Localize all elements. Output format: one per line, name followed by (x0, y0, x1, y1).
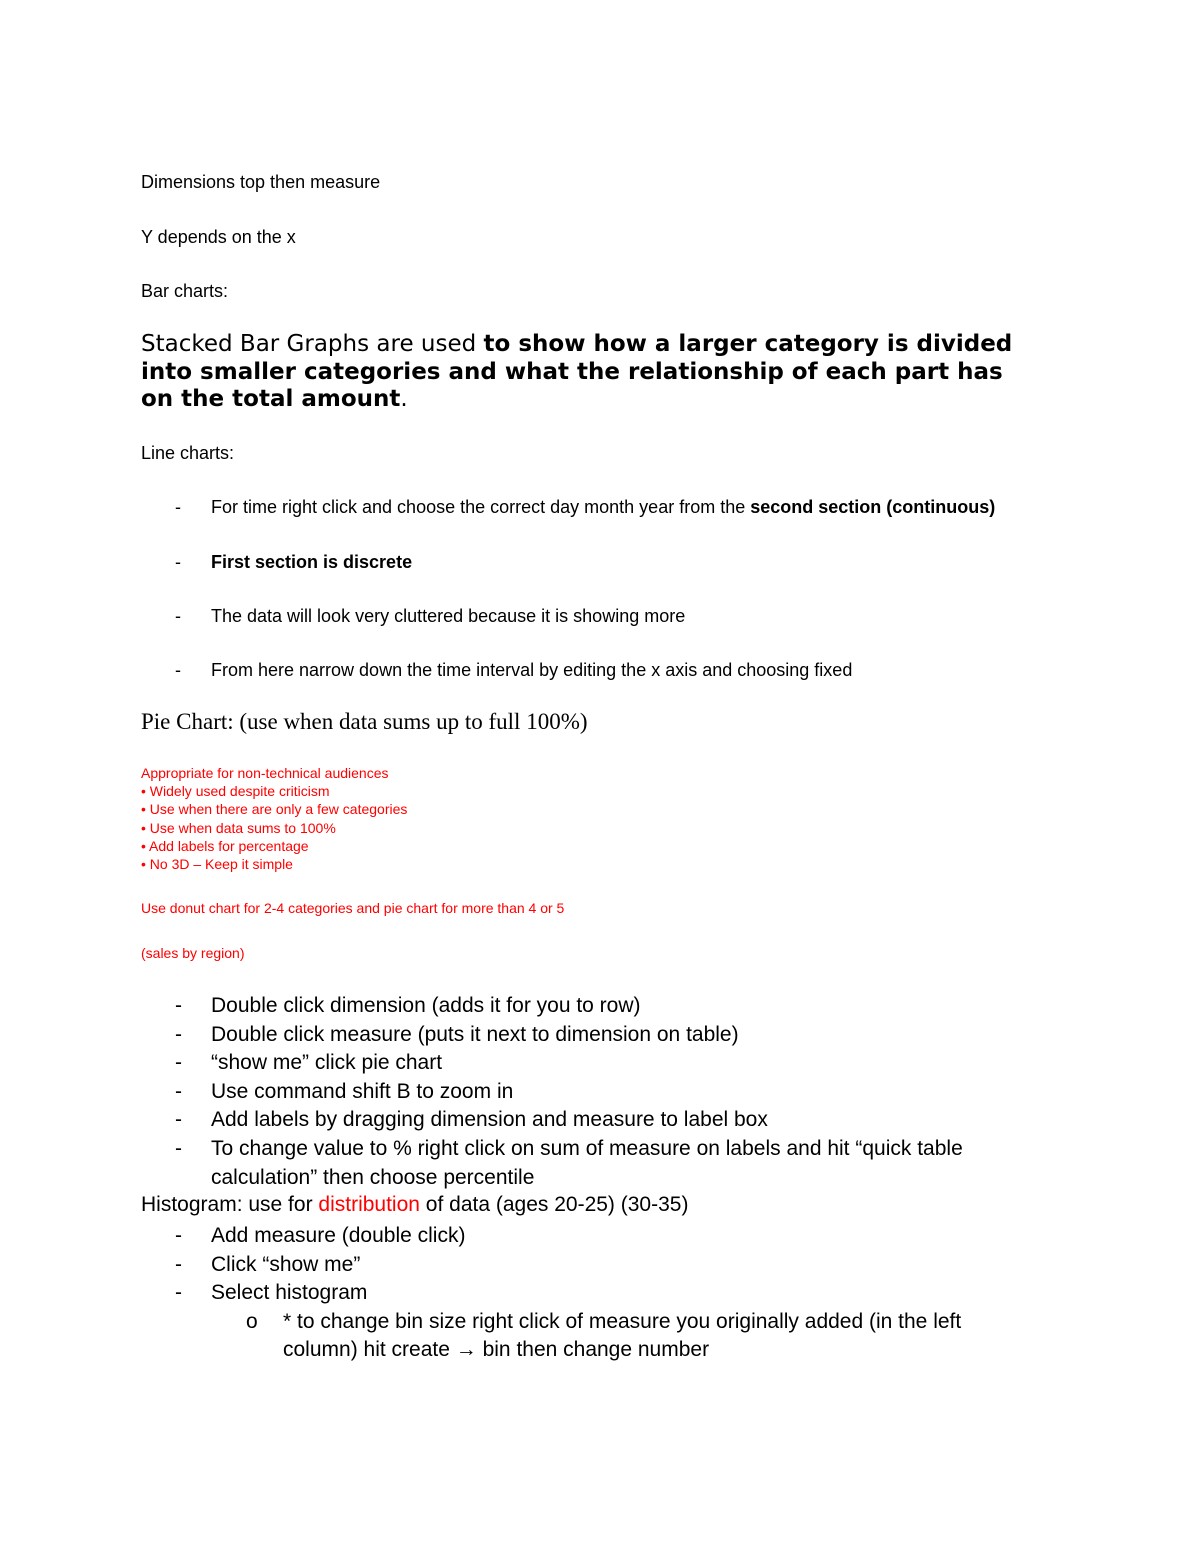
list-item (0, 1222, 1200, 1251)
line-item-2-bold: First section is discrete (211, 552, 413, 572)
list-dash: - (175, 994, 182, 1017)
list-dash: - (175, 1108, 182, 1132)
stacked-normal-text: Stacked Bar Graphs are used (141, 331, 484, 357)
histogram-step-text: Select histogram (211, 1281, 368, 1305)
list-dash: - (175, 1252, 182, 1276)
stacked-line-3 (141, 385, 408, 413)
intro-line-y-depends: Y depends on the x (141, 227, 296, 247)
line-item-4-text: From here narrow down the time interval by editing the x axis and choosing fixed (211, 660, 853, 680)
list-item (0, 1251, 1200, 1280)
list-item (0, 1078, 1200, 1107)
histogram-step-text: Add measure (double click) (211, 1224, 466, 1247)
red-list-item: Appropriate for non-technical audiences (141, 765, 389, 781)
red-list-item: • Add labels for percentage (141, 837, 309, 854)
list-dash: - (175, 606, 181, 626)
pie-step-text: Use command shift B to zoom in (211, 1079, 514, 1103)
stacked-bold-line-3: on the total amount (141, 386, 401, 412)
list-dash: - (175, 1224, 182, 1247)
line-item-3-text: The data will look very cluttered because it is showing more (211, 606, 686, 626)
list-dash: - (175, 1022, 182, 1046)
sub-item-line-1: * to change bin size right click of measure you originally added (in the left (283, 1309, 962, 1333)
line-charts-heading: Line charts: (141, 443, 235, 463)
list-item (0, 1021, 1200, 1050)
pie-step-text: To change value to % right click on sum of measure on labels and hit “quick table (211, 1136, 963, 1160)
pie-steps-list (0, 992, 1200, 1192)
histogram-heading-start: Histogram: use for (141, 1193, 319, 1216)
histogram-steps-list (0, 1222, 1200, 1365)
list-item (0, 992, 1200, 1021)
list-dash: - (175, 1051, 182, 1075)
pie-step-text: Add labels by dragging dimension and measure to label box (211, 1108, 768, 1132)
line-item-1-text: For time right click and choose the correct day month year from the (211, 497, 751, 517)
list-item-continuation (0, 1164, 1200, 1193)
red-list-item: • Use when there are only a few categories (141, 801, 408, 818)
list-item (0, 1049, 1200, 1078)
intro-line-bar-charts: Bar charts: (141, 281, 229, 301)
pie-step-text: Double click dimension (adds it for you to row) (211, 994, 641, 1017)
red-list-item: • No 3D – Keep it simple (141, 856, 293, 873)
list-item (0, 1135, 1200, 1164)
histogram-heading-red: distribution (318, 1193, 420, 1216)
line-item-1-bold: second section (continuous) (750, 497, 996, 517)
sub-item-line-2-start: column) hit create (283, 1338, 456, 1362)
sub-list-item (0, 1308, 1200, 1337)
arrow-right-icon: → (455, 1338, 477, 1362)
histogram-step-text: Click “show me” (211, 1252, 361, 1276)
donut-note: Use donut chart for 2-4 categories and pie chart for more than 4 or 5 (141, 900, 565, 916)
stacked-bold-line-1: to show how a larger category is divided (483, 331, 1013, 357)
intro-line-dimensions: Dimensions top then measure (141, 172, 381, 192)
list-item (0, 1106, 1200, 1135)
sub-list-item-continuation (0, 1336, 1200, 1365)
list-dash: - (175, 660, 181, 680)
stacked-bold-line-2: into smaller categories and what the relationship of each part has (141, 359, 1003, 385)
histogram-heading-end: of data (ages 20-25) (30-35) (419, 1193, 689, 1216)
list-item (0, 1279, 1200, 1308)
red-list-item: • Use when data sums to 100% (141, 819, 336, 836)
list-dash: - (175, 552, 181, 572)
pie-chart-heading: Pie Chart: (use when data sums up to full 100%) (141, 709, 588, 734)
pie-step-text: “show me” click pie chart (211, 1051, 443, 1075)
pie-step-text: calculation” then choose percentile (211, 1165, 535, 1189)
list-dash: - (175, 1079, 182, 1103)
pie-step-text: Double click measure (puts it next to dimension on table) (211, 1022, 739, 1046)
histogram-heading (141, 1193, 688, 1217)
list-dash: - (175, 497, 181, 517)
sub-bullet-o: o (246, 1309, 258, 1333)
red-list-item: • Widely used despite criticism (141, 783, 330, 800)
stacked-bar-paragraph (141, 330, 1012, 358)
sub-item-line-2-end: bin then change number (476, 1338, 710, 1362)
stacked-period: . (400, 386, 408, 412)
list-dash: - (175, 1136, 182, 1160)
list-dash: - (175, 1281, 182, 1305)
pie-red-list (141, 764, 407, 873)
sales-by-region-note: (sales by region) (141, 945, 245, 961)
